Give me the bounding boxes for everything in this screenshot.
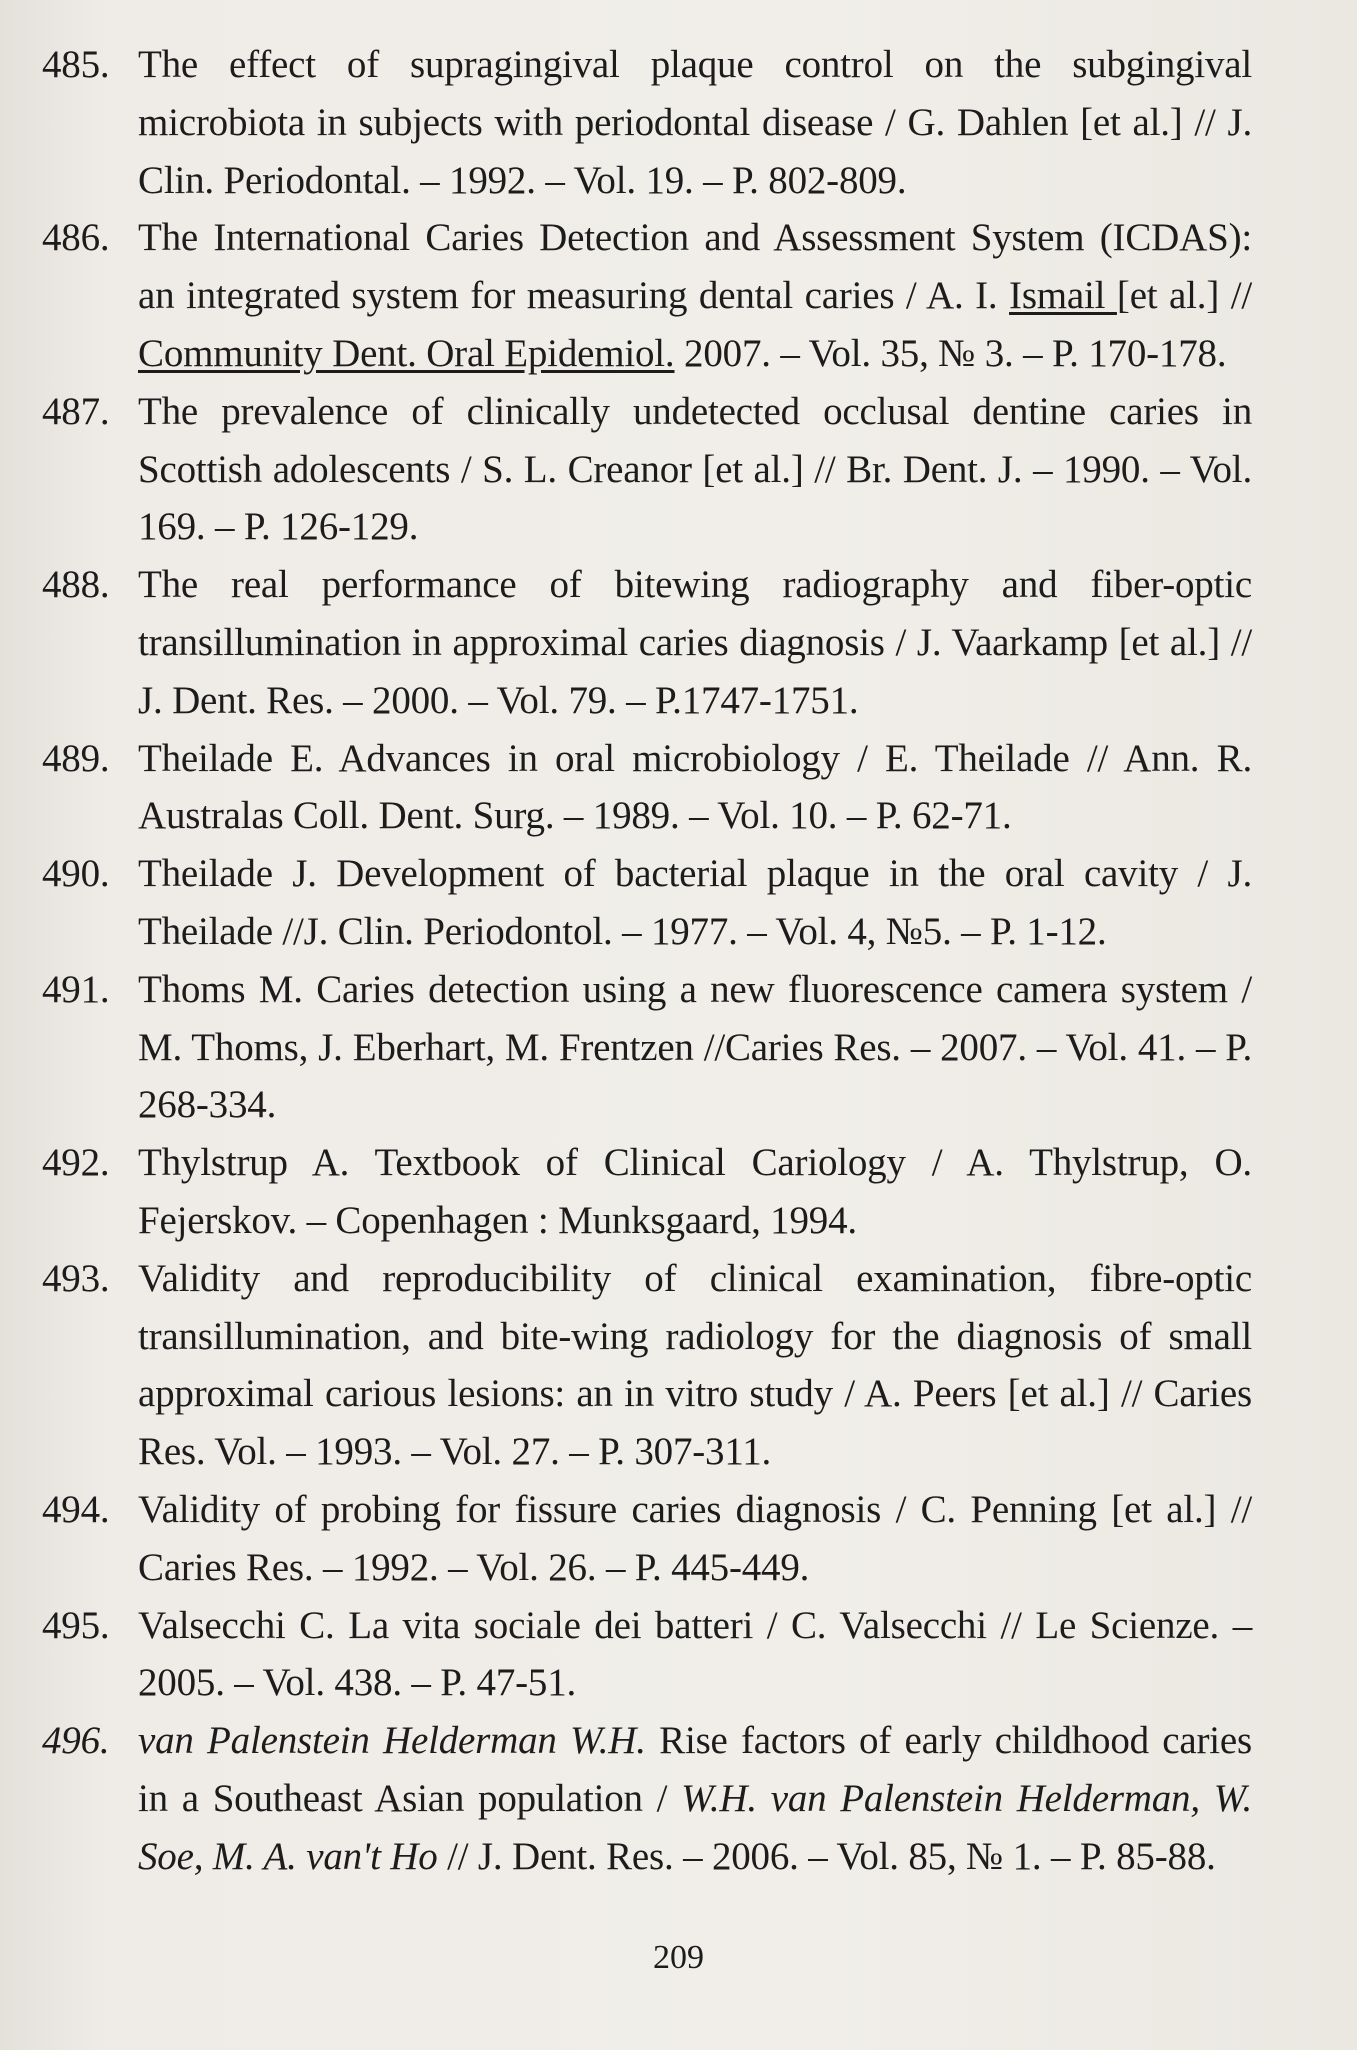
reference-number: 489. [42, 736, 110, 780]
reference-485 [42, 36, 1252, 209]
reference-491 [42, 961, 1252, 1134]
reference-text: Validity of probing for fissure caries diagnosis / C. Penning [et al.] // Caries Res. – 1992. – Vol. 26. – P. 445-449. [138, 1487, 1252, 1589]
reference-text [138, 1712, 1252, 1885]
reference-text-part: // J. Dent. Res. – 2006. – Vol. 85, № 1. – P. 85-88. [437, 1834, 1216, 1878]
italic-author: van Palenstein Helderman W.H. [138, 1719, 646, 1763]
reference-number: 494. [42, 1487, 110, 1531]
page-number: 209 [653, 1939, 704, 1976]
reference-495 [42, 1597, 1252, 1713]
reference-493 [42, 1250, 1252, 1481]
reference-text: Theilade J. Development of bacterial plaque in the oral cavity / J. Theilade //J. Clin. Periodontol. – 1977. – Vol. 4, №5. – P. 1-12. [138, 852, 1252, 953]
reference-text: Thylstrup A. Textbook of Clinical Cariology / A. Thylstrup, O. Fejerskov. – Copenhagen : Munksgaard, 1994. [138, 1141, 1252, 1242]
reference-487 [42, 383, 1252, 556]
reference-486 [42, 209, 1252, 382]
reference-text: The prevalence of clinically undetected occlusal dentine caries in Scottish adolescents / S. L. Creanor [et al.] // Br. Dent. J. – 1990. – Vol. 169. – P. 126-129. [138, 389, 1252, 549]
reference-list [42, 36, 1252, 1886]
reference-490 [42, 845, 1252, 961]
reference-text-part: Rise factors of early childhood caries in a Southeast Asian population / [138, 1719, 1253, 1820]
reference-489 [42, 730, 1252, 846]
reference-text: The effect of supragingival plaque control on the subgingival microbiota in subjects with periodontal disease / G. Dahlen [et al.] // J. Clin. Periodontal. – 1992. – Vol. 19. – P. 802-809. [138, 43, 1252, 202]
italic-authors-list: W.H. van Palenstein Helderman, W. Soe, M. A. van't Ho [138, 1776, 1252, 1878]
reference-number: 488. [42, 563, 110, 607]
reference-number: 495. [42, 1603, 110, 1647]
reference-text: Thoms M. Caries detection using a new fluorescence camera system / M. Thoms, J. Eberhart, M. Frentzen //Caries Res. – 2007. – Vol. 41. – P. 268-334. [138, 967, 1252, 1127]
reference-number: 493. [42, 1256, 110, 1300]
reference-488 [42, 556, 1252, 729]
reference-494 [42, 1481, 1252, 1597]
reference-number: 496. [42, 1719, 110, 1763]
reference-number: 486. [42, 216, 110, 260]
reference-number: 485. [42, 43, 110, 86]
reference-text: Validity and reproducibility of clinical examination, fibre-optic transillumination, and bite-wing radiology for the diagnosis of small approximal carious lesions: an in vitro study / A. Peers [et al.] // Caries Res. Vol. – 1993. – Vol. 27. – P. 307-311. [138, 1256, 1252, 1474]
reference-number: 491. [42, 967, 110, 1011]
reference-text-part: [et al.] // [1116, 274, 1252, 318]
reference-492 [42, 1134, 1252, 1250]
reference-text-part: 2007. – Vol. 35, № 3. – P. 170-178. [674, 331, 1227, 375]
reference-text: The real performance of bitewing radiography and fiber-optic transillumination in approximal caries diagnosis / J. Vaarkamp [et al.] // J. Dent. Res. – 2000. – Vol. 79. – P.1747-1751. [138, 563, 1252, 722]
reference-text-part: The International Caries Detection and Assessment System (ICDAS): an integrated system for measuring dental caries / A. I. [138, 216, 1252, 318]
underlined-journal: Community Dent. Oral Epidemiol. [138, 331, 675, 375]
reference-number: 490. [42, 852, 110, 896]
reference-number: 492. [42, 1141, 110, 1185]
reference-text [138, 209, 1252, 382]
reference-text: Theilade E. Advances in oral microbiology / E. Theilade // Ann. R. Australas Coll. Dent. Surg. – 1989. – Vol. 10. – P. 62-71. [138, 736, 1252, 838]
reference-text: Valsecchi C. La vita sociale dei batteri / C. Valsecchi // Le Scienze. – 2005. – Vol. 438. – P. 47-51. [138, 1603, 1252, 1705]
underlined-author: Ismail [1009, 274, 1117, 318]
reference-number: 487. [42, 389, 110, 433]
reference-496 [42, 1712, 1252, 1885]
